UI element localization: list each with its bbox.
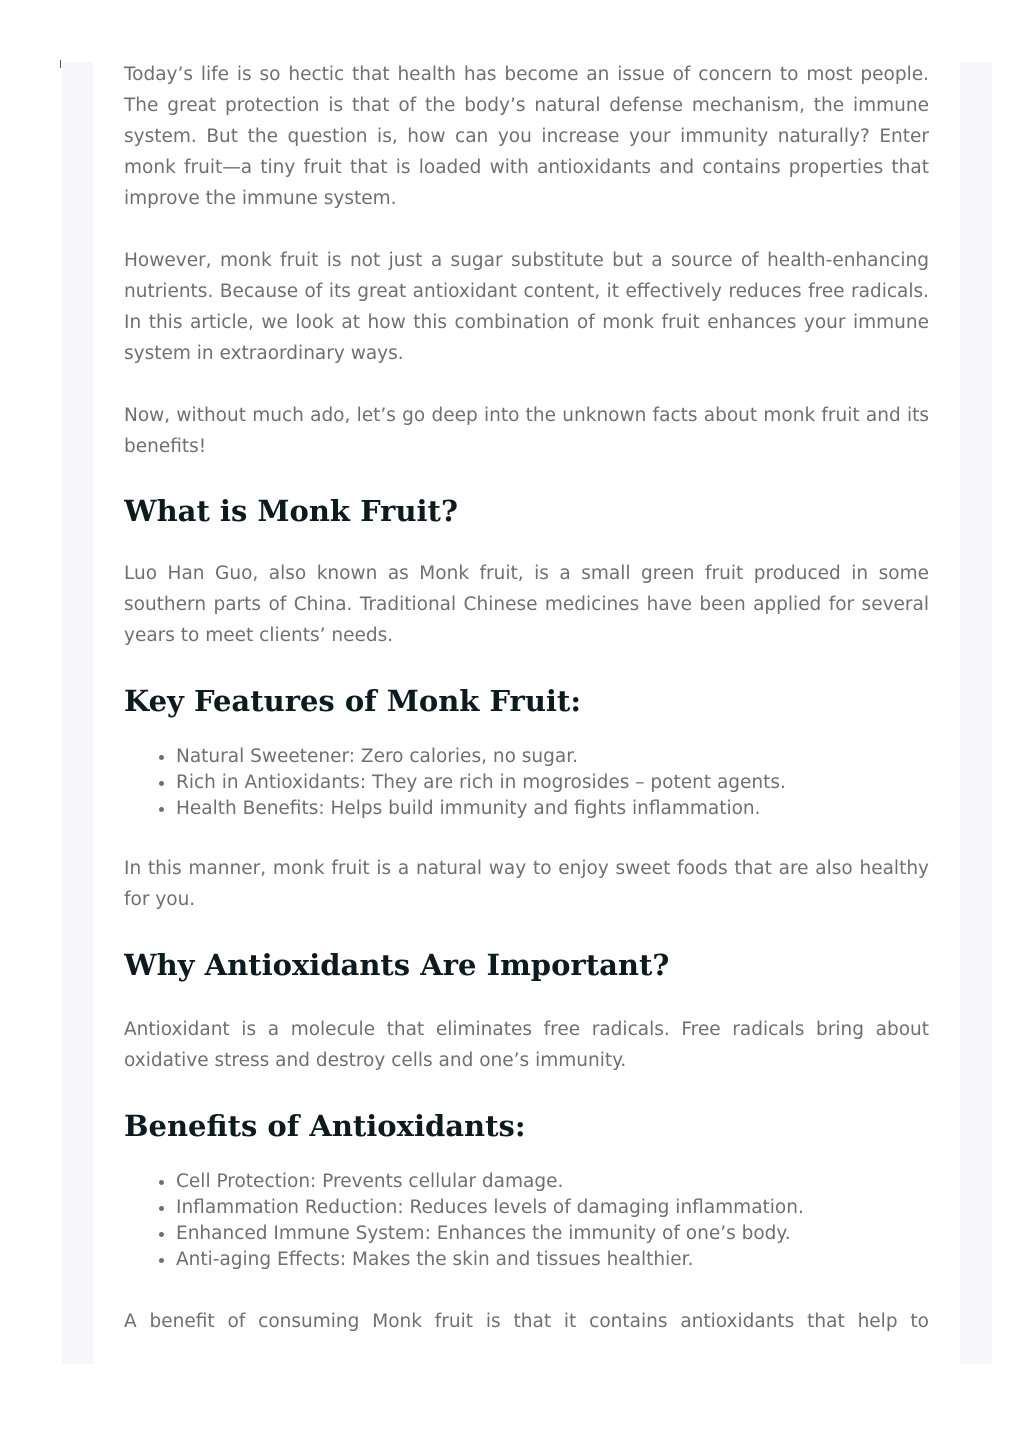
benefit-paragraph-truncated: A benefit of consuming Monk fruit is that it contains antioxidants that help to [124,1311,929,1332]
list-item: • Health Benefits: Helps build immunity and fights inflammation. [176,796,929,822]
list-item: • Inflammation Reduction: Reduces levels of damaging inflammation. [176,1195,929,1221]
list-item: • Cell Protection: Prevents cellular damage. [176,1169,929,1195]
however-paragraph: However, monk fruit is not just a sugar substitute but a source of health-enhancing nutrients. Because of its great antioxidant content, it effectively reduces free radicals. In this article, we look at how this combination of monk fruit enhances your immune system in extraordinary ways. [124,250,929,364]
manner-paragraph: In this manner, monk fruit is a natural way to enjoy sweet foods that are also healthy for you. [124,858,929,910]
benefits-list [124,1169,929,1273]
heading-why-antioxidants: Why Antioxidants Are Important? [124,948,670,982]
article-content [124,59,929,1364]
now-paragraph: Now, without much ado, let’s go deep into the unknown facts about monk fruit and its benefits! [124,405,929,457]
list-item: • Enhanced Immune System: Enhances the immunity of one’s body. [176,1221,929,1247]
edge-marker [60,60,61,68]
key-features-list [124,744,929,822]
list-item: • Anti-aging Effects: Makes the skin and tissues healthier. [176,1247,929,1273]
luo-han-guo-paragraph: Luo Han Guo, also known as Monk fruit, is a small green fruit produced in some southern parts of China. Traditional Chinese medicines have been applied for several years to meet clients’ needs. [124,563,929,646]
list-item: • Natural Sweetener: Zero calories, no sugar. [176,744,929,770]
list-item: • Rich in Antioxidants: They are rich in mogrosides – potent agents. [176,770,929,796]
heading-benefits-antioxidants: Benefits of Antioxidants: [124,1109,526,1143]
heading-what-is-monk-fruit: What is Monk Fruit? [124,494,458,528]
intro-paragraph: Today’s life is so hectic that health has become an issue of concern to most people. The great protection is that of the body’s natural defense mechanism, the immune system. But the question is, how can you increase your immunity naturally? Enter monk fruit—a tiny fruit that is loaded with antioxidants and contains properties that improve the immune system. [124,64,929,209]
heading-key-features: Key Features of Monk Fruit: [124,684,582,718]
antioxidant-definition-paragraph: Antioxidant is a molecule that eliminates free radicals. Free radicals bring about oxidative stress and destroy cells and one’s immunity. [124,1019,929,1071]
